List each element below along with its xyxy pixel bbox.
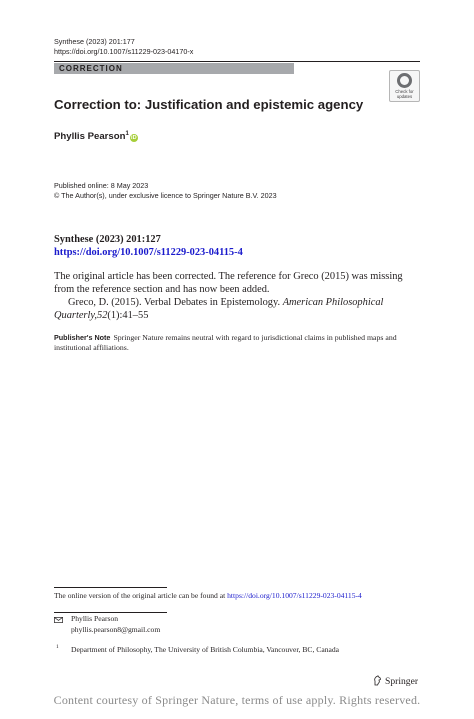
correction-paragraph: The original article has been corrected. The reference for Greco (2015) was missing from the reference section and has now been added.	[54, 271, 403, 295]
affiliation: Department of Philosophy, The University of British Columbia, Vancouver, BC, Canada	[71, 645, 340, 654]
springer-logo	[373, 675, 418, 687]
author-affil-mark: 1	[125, 131, 129, 137]
original-doi-link[interactable]: https://doi.org/10.1007/s11229-023-04115-4	[54, 246, 243, 258]
journal-issue: Synthese (2023) 201:177	[54, 37, 135, 46]
check-for-updates-icon	[397, 73, 412, 88]
publishers-note	[54, 333, 422, 354]
published-online: Published online: 8 May 2023	[54, 181, 149, 190]
publishers-note-label: Publisher's Note	[54, 333, 111, 342]
article-doi[interactable]: https://doi.org/10.1007/s11229-023-04170-x	[54, 46, 194, 56]
contact-name: Phyllis Pearson	[71, 614, 119, 623]
journal-header	[54, 37, 193, 56]
top-rule	[54, 61, 420, 62]
check-for-updates-badge[interactable]	[389, 70, 420, 102]
original-article-reference	[54, 234, 243, 259]
reference-suffix: (1):41–55	[107, 309, 149, 321]
publishers-note-text: Springer Nature remains neutral with regard to jurisdictional claims in published maps and institutional affiliations.	[54, 333, 397, 353]
online-version-doi-link[interactable]: https://doi.org/10.1007/s11229-023-04115-4	[227, 591, 362, 600]
added-reference	[54, 297, 422, 322]
footnote-rule	[54, 587, 167, 588]
affiliation-number: 1	[56, 644, 59, 650]
online-version-text: The online version of the original article can be found at	[54, 591, 228, 600]
check-badge-line2: updates	[396, 94, 413, 99]
reference-prefix: Greco, D. (2015). Verbal Debates in Epistemology.	[68, 297, 283, 308]
envelope-icon	[54, 617, 63, 623]
springer-horse-icon	[373, 675, 382, 686]
courtesy-watermark: Content courtesy of Springer Nature, terms of use apply. Rights reserved.	[53, 693, 421, 707]
check-badge-line1: Check for	[395, 89, 414, 94]
copyright-line: © The Author(s), under exclusive licence to Springer Nature B.V. 2023	[54, 191, 277, 201]
author-line	[54, 131, 138, 142]
online-version-note	[54, 591, 362, 601]
article-title: Correction to: Justification and epistemic agency	[54, 97, 364, 112]
contact-rule	[54, 612, 167, 613]
author-name[interactable]: Phyllis Pearson	[54, 131, 126, 142]
contact-email[interactable]: phyllis.pearson8@gmail.com	[71, 624, 161, 634]
reference-journal: American Philosophical Quarterly,52	[54, 297, 384, 321]
springer-name: Springer	[385, 676, 419, 687]
corresponding-contact	[71, 614, 160, 635]
orcid-icon[interactable]: iD	[131, 135, 137, 141]
section-label: CORRECTION	[59, 64, 123, 73]
original-citation: Synthese (2023) 201:127	[54, 234, 161, 245]
publication-info	[54, 181, 277, 202]
